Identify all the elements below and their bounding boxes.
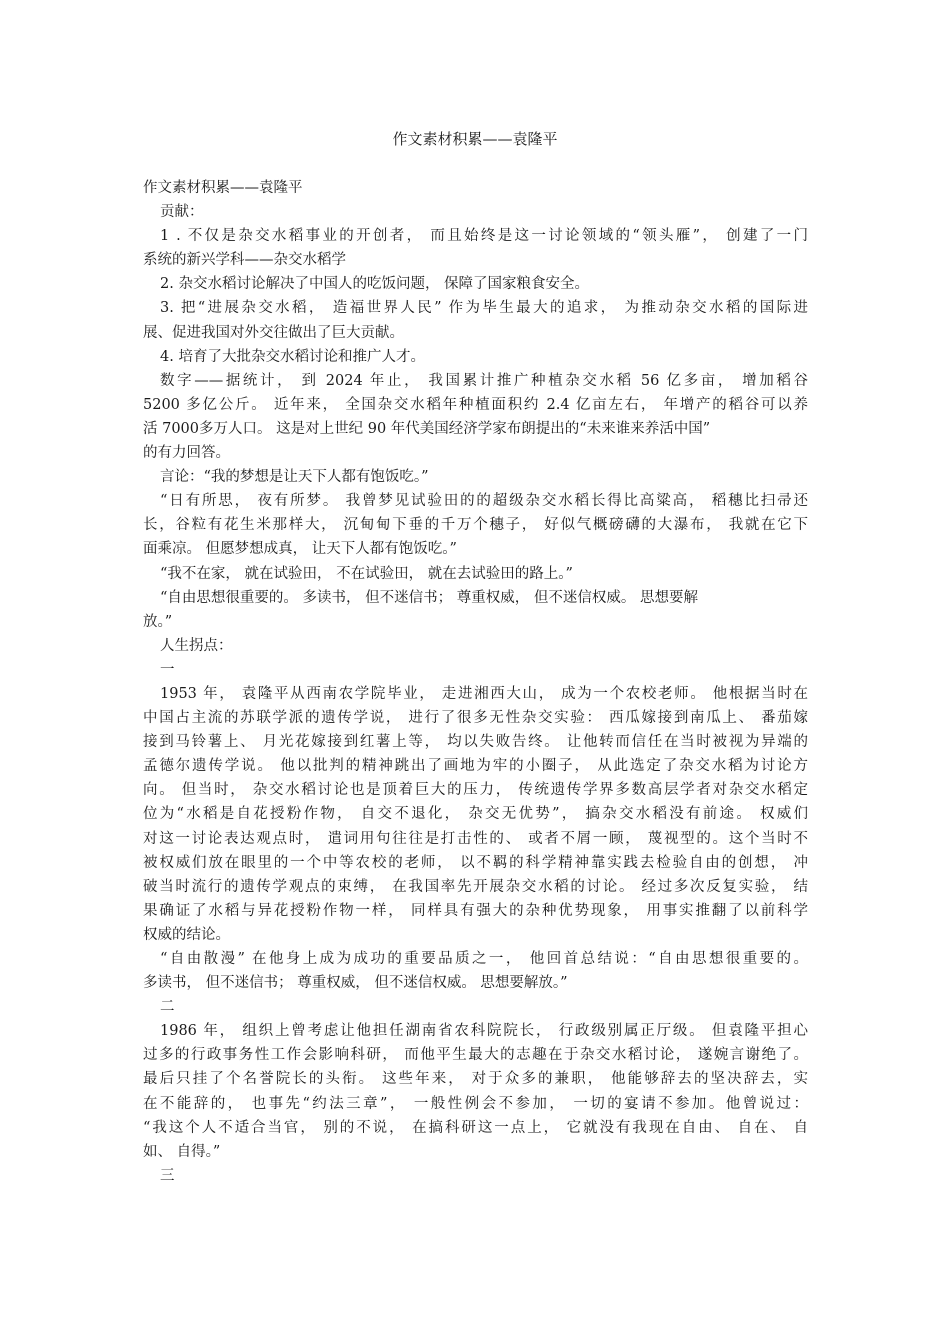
text-line: 三 [160, 1167, 175, 1184]
text-line: 数字——据统计， 到 2024 年止， 我国累计推广种植杂交水稻 56 亿多亩， 增加稻谷 [160, 372, 808, 389]
text-line: “自由散漫” 在他身上成为成功的重要品质之一， 他回首总结说：“自由思想很重要的。 [160, 951, 808, 967]
text-line: 如、 自得。” [143, 1143, 221, 1160]
text-line: 过多的行政事务性工作会影响科研， 而他平生最大的志趣在于杂交水稻讨论， 遂婉言谢绝了。 [143, 1047, 808, 1064]
text-line: 3. 把“进展杂交水稻， 造福世界人民” 作为毕生最大的追求， 为推动杂交水稻的国际进 [160, 300, 808, 317]
text-line: 面乘凉。 但愿梦想成真， 让天下人都有饱饭吃。” [143, 541, 457, 558]
text-line: 孟德尔遗传学说。 他以批判的精神跳出了画地为牢的小圈子， 从此选定了杂交水稻为讨论方 [143, 758, 808, 775]
text-line: 作文素材积累——袁隆平 [143, 180, 303, 196]
text-line: 位为“水稻是自花授粉作物， 自交不退化， 杂交无优势”， 搞杂交水稻没有前途。 权威们 [143, 806, 808, 823]
text-line: “我不在家， 就在试验田， 不在试验田， 就在去试验田的路上。” [160, 565, 573, 582]
text-line: 1986 年， 组织上曾考虑让他担任湖南省农科院院长， 行政级别属正厅级。 但袁隆平担心 [160, 1023, 808, 1040]
text-line: 权威的结论。 [143, 926, 230, 943]
text-line: 1 . 不仅是杂交水稻事业的开创者， 而且始终是这一讨论领域的“领头雁”， 创建了一门 [160, 228, 808, 245]
text-line: 的有力回答。 [143, 445, 230, 462]
text-line: 长，谷粒有花生米那样大， 沉甸甸下垂的千万个穗子， 好似气概磅礴的大瀑布， 我就在它下 [143, 517, 808, 534]
text-line: 向。 但当时， 杂交水稻讨论也是顶着巨大的压力， 传统遗传学界多数高层学者对杂交水稻定 [143, 782, 808, 799]
text-line: 在不能辞的， 也事先“约法三章”， 一般性例会不参加， 一切的宴请不参加。他曾说过： [143, 1095, 808, 1112]
text-line: 最后只挂了个名誉院长的头衔。 这些年来， 对于众多的兼职， 他能够辞去的坚决辞去，实 [143, 1071, 808, 1088]
text-line: 破当时流行的遗传学观点的束缚， 在我国率先开展杂交水稻的讨论。 经过多次反复实验， 结 [143, 878, 808, 895]
text-line: 放。” [143, 613, 173, 630]
text-line: “日有所思， 夜有所梦。 我曾梦见试验田的的超级杂交水稻长得比高粱高， 稻穗比扫帚还 [160, 493, 808, 510]
text-line: “自由思想很重要的。 多读书， 但不迷信书； 尊重权威， 但不迷信权威。 思想要解 [160, 589, 698, 606]
text-line: 中国占主流的苏联学派的遗传学说， 进行了很多无性杂交实验： 西瓜嫁接到南瓜上、 番茄嫁 [143, 710, 808, 727]
text-line: 展、促进我国对外交往做出了巨大贡献。 [143, 324, 404, 341]
text-line: 对这一讨论表达观点时， 遣词用句往往是打击性的、 或者不屑一顾， 蔑视型的。这个当时不 [143, 830, 808, 847]
text-line: 人生拐点： [160, 637, 233, 654]
text-line: 1953 年， 袁隆平从西南农学院毕业， 走进湘西大山， 成为一个农校老师。 他根据当时在 [160, 685, 808, 702]
text-line: “我这个人不适合当官， 别的不说， 在搞科研这一点上， 它就没有我现在自由、 自在、 自 [143, 1119, 808, 1136]
text-line: 活 7000多万人口。 这是对上世纪 90 年代美国经济学家布朗提出的“未来谁来养活中国” [143, 420, 711, 437]
text-line: 言论：“我的梦想是让天下人都有饱饭吃。” [160, 469, 429, 486]
document-body [143, 176, 808, 1188]
text-line: 5200 多亿公斤。 近年来， 全国杂交水稻年种植面积约 2.4 亿亩左右， 年增产的稻谷可以养 [143, 396, 808, 413]
document-title: 作文素材积累——袁隆平 [392, 130, 558, 148]
text-line: 2. 杂交水稻讨论解决了中国人的吃饭问题， 保障了国家粮食安全。 [160, 276, 590, 293]
text-line: 4. 培育了大批杂交水稻讨论和推广人才。 [160, 348, 425, 365]
text-line: 系统的新兴学科——杂交水稻学 [143, 252, 346, 269]
text-line: 多读书， 但不迷信书； 尊重权威， 但不迷信权威。 思想要解放。” [143, 975, 568, 992]
text-line: 接到马铃薯上、 月光花嫁接到红薯上等， 均以失败告终。 让他转而信任在当时被视为异端的 [143, 734, 808, 751]
text-line: 一 [160, 661, 175, 678]
text-line: 被权威们放在眼里的一个中等农校的老师， 以不羁的科学精神靠实践去检验自由的创想， 冲 [143, 854, 808, 871]
text-line: 果确证了水稻与异花授粉作物一样， 同样具有强大的杂种优势现象， 用事实推翻了以前科学 [143, 902, 808, 919]
text-line: 二 [160, 999, 175, 1016]
text-line: 贡献： [160, 204, 204, 221]
